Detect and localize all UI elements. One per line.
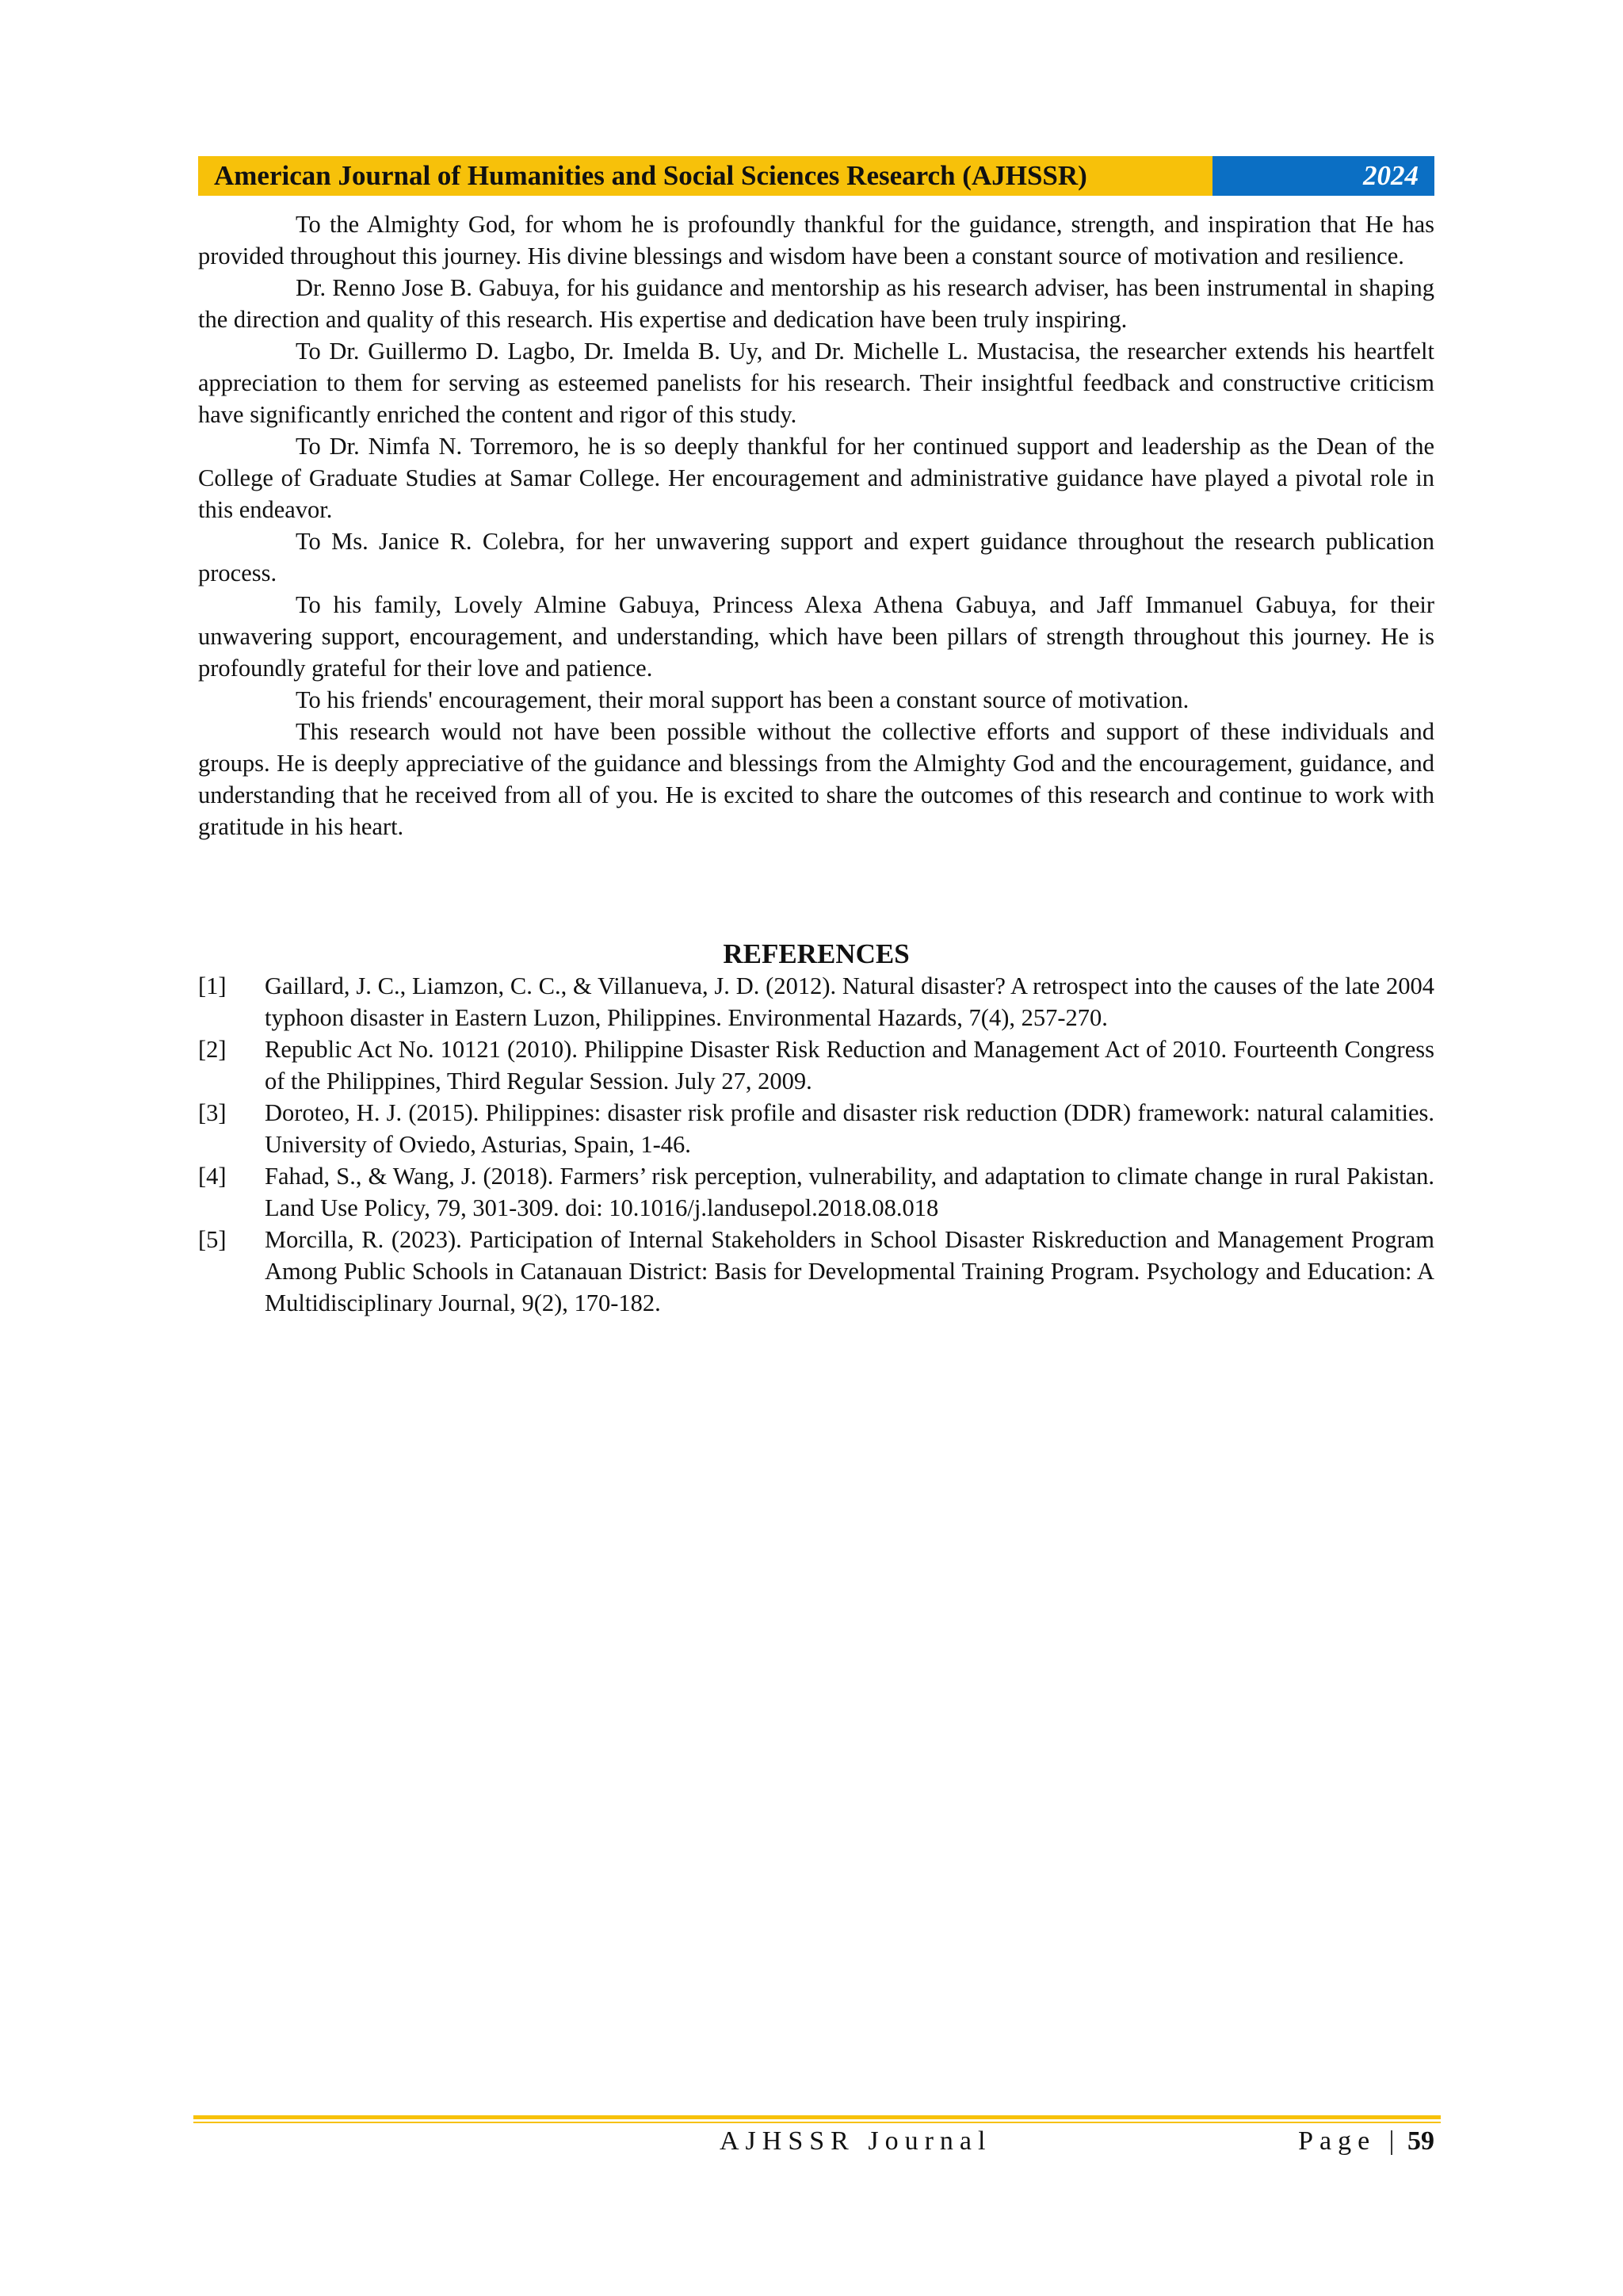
journal-header (198, 156, 1434, 196)
acknowledgement-paragraph: To Dr. Guillermo D. Lagbo, Dr. Imelda B. Uy, and Dr. Michelle L. Mustacisa, the researcher extends his heartfelt appreciation to them for serving as esteemed panelists for his research. Their insightful feedback and constructive criticism have significantly enriched the content and rigor of this study. (198, 338, 1434, 428)
header-title-band (198, 156, 1212, 196)
reference-item (198, 970, 1434, 1033)
footer-page-label: Page | (1298, 2126, 1401, 2156)
reference-item (198, 1160, 1434, 1224)
acknowledgement-paragraph: To Ms. Janice R. Colebra, for her unwavering support and expert guidance throughout the research publication process. (198, 528, 1434, 586)
journal-year: 2024 (1363, 160, 1419, 191)
acknowledgement-paragraph: To his friends' encouragement, their moral support has been a constant source of motivation. (296, 686, 1190, 713)
reference-number: [5] (198, 1226, 227, 1253)
reference-item (198, 1097, 1434, 1160)
acknowledgement-paragraph: To his family, Lovely Almine Gabuya, Princess Alexa Athena Gabuya, and Jaff Immanuel Gabuya, for their unwavering support, encouragement, and understanding, which have been pillars of strength throughout this journey. He is profoundly grateful for their love and patience. (198, 591, 1434, 682)
reference-text: Fahad, S., & Wang, J. (2018). Farmers’ risk perception, vulnerability, and adaptation to climate change in rural Pakistan. Land Use Policy, 79, 301-309. doi: 10.1016/j.landusepol.2018.08.018 (265, 1163, 1434, 1221)
reference-text: Republic Act No. 10121 (2010). Philippine Disaster Risk Reduction and Management Act of 2010. Fourteenth Congress of the Philippines, Third Regular Session. July 27, 2009. (265, 1036, 1434, 1095)
references-list (198, 970, 1434, 1319)
journal-title: American Journal of Humanities and Social Sciences Research (AJHSSR) (214, 160, 1087, 191)
references-heading: REFERENCES (723, 938, 910, 969)
footer-divider-thin (193, 2122, 1441, 2123)
footer-page-indicator (1298, 2126, 1434, 2157)
acknowledgement-paragraph: Dr. Renno Jose B. Gabuya, for his guidance and mentorship as his research adviser, has been instrumental in shaping the direction and quality of this research. His expertise and dedication have been truly inspiring. (198, 274, 1434, 333)
reference-number: [1] (198, 972, 227, 999)
reference-number: [3] (198, 1099, 227, 1126)
reference-text: Gaillard, J. C., Liamzon, C. C., & Villanueva, J. D. (2012). Natural disaster? A retrospect into the causes of the late 2004 typhoon disaster in Eastern Luzon, Philippines. Environmental Hazards, 7(4), 257-270. (265, 972, 1434, 1031)
footer-journal-name: AJHSSR Journal (720, 2126, 992, 2156)
reference-text: Morcilla, R. (2023). Participation of Internal Stakeholders in School Disaster Riskreduction and Management Program Among Public Schools in Catanauan District: Basis for Developmental Training Program. Psychology and Education: A Multidisciplinary Journal, 9(2), 170-182. (265, 1226, 1434, 1316)
header-year-band (1212, 156, 1434, 196)
footer-divider (193, 2115, 1441, 2119)
reference-item (198, 1033, 1434, 1097)
reference-item (198, 1224, 1434, 1319)
footer-page-number: 59 (1407, 2126, 1434, 2156)
acknowledgement-paragraph: This research would not have been possible without the collective efforts and support of these individuals and groups. He is deeply appreciative of the guidance and blessings from the Almighty God and the encouragement, guidance, and understanding that he received from all of you. He is excited to share the outcomes of this research and continue to work with gratitude in his heart. (198, 718, 1434, 840)
acknowledgements-section (198, 208, 1434, 842)
reference-number: [4] (198, 1163, 227, 1190)
reference-number: [2] (198, 1036, 227, 1063)
reference-text: Doroteo, H. J. (2015). Philippines: disaster risk profile and disaster risk reduction (DDR) framework: natural calamities. University of Oviedo, Asturias, Spain, 1-46. (265, 1099, 1434, 1158)
acknowledgement-paragraph: To the Almighty God, for whom he is profoundly thankful for the guidance, strength, and inspiration that He has provided throughout this journey. His divine blessings and wisdom have been a constant source of motivation and resilience. (198, 211, 1434, 269)
acknowledgement-paragraph: To Dr. Nimfa N. Torremoro, he is so deeply thankful for her continued support and leadership as the Dean of the College of Graduate Studies at Samar College. Her encouragement and administrative guidance have played a pivotal role in this endeavor. (198, 433, 1434, 523)
